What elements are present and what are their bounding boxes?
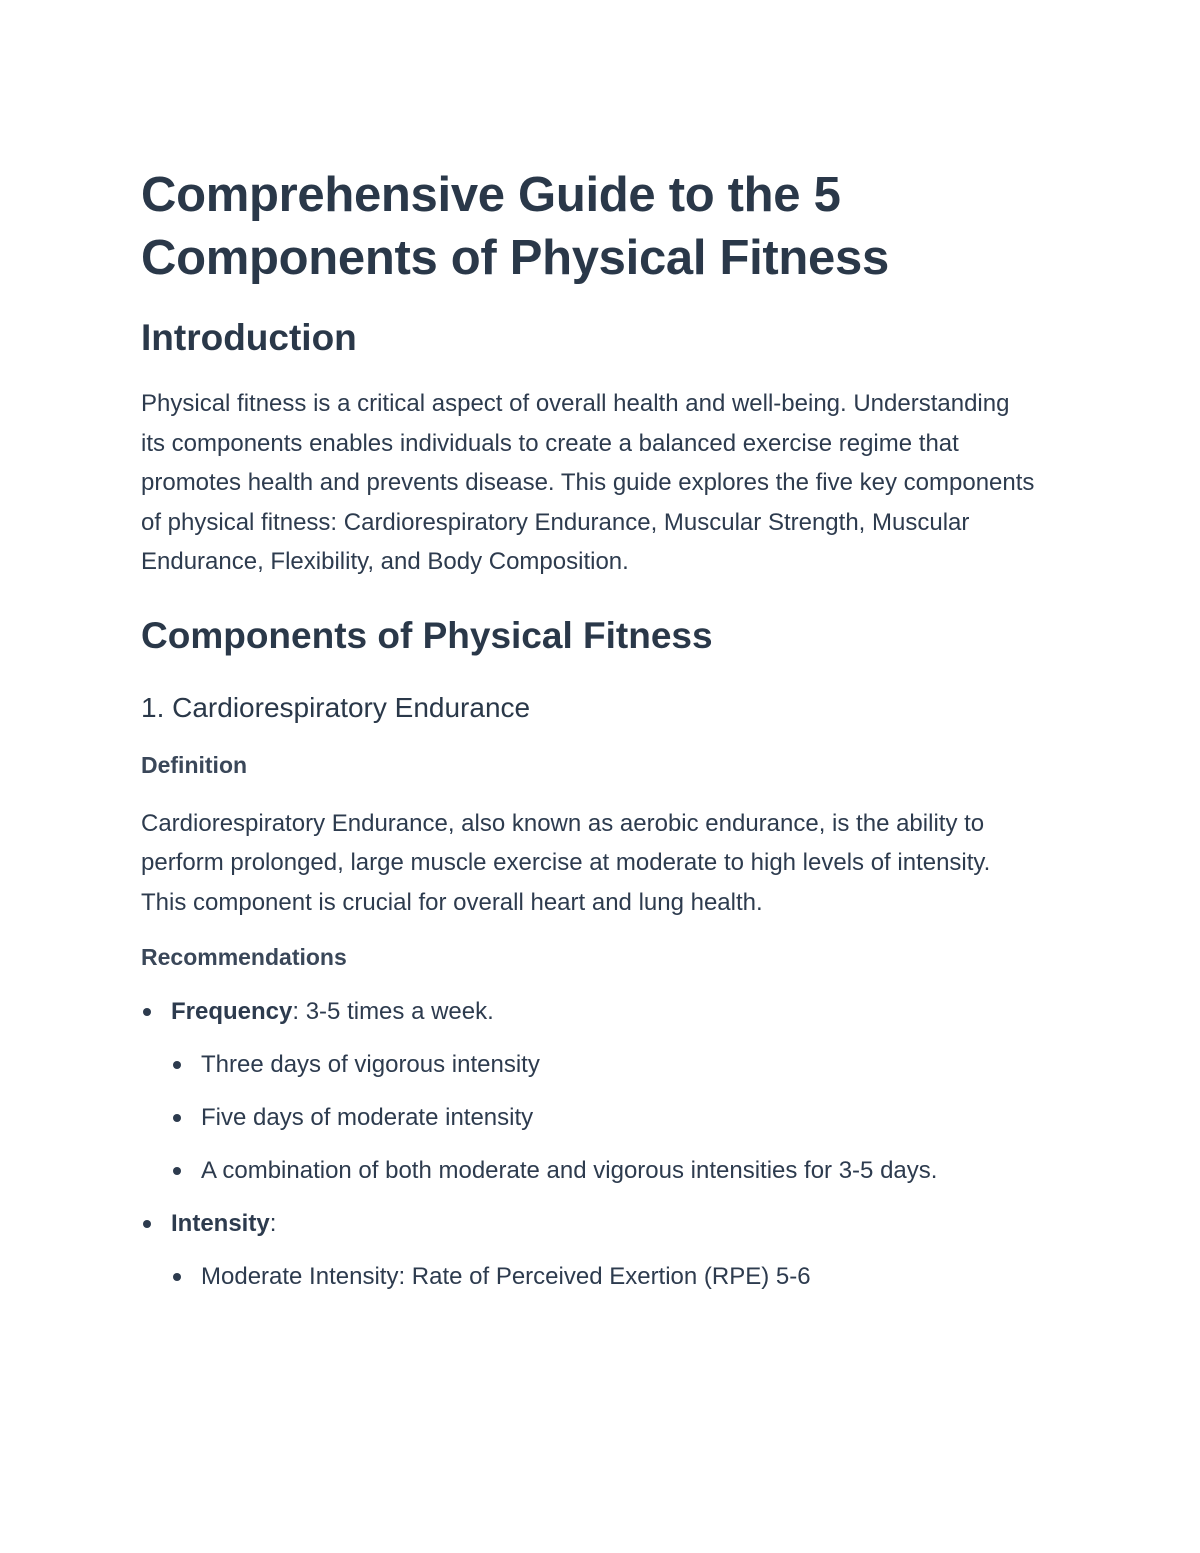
bullet-icon <box>143 1220 151 1228</box>
recommendations-list <box>141 992 1040 1297</box>
document-title <box>141 164 1040 290</box>
definition-label: Definition <box>141 751 248 778</box>
sublist-item-text: Three days of vigorous intensity <box>201 1051 540 1078</box>
list-item <box>171 1151 1040 1191</box>
introduction-paragraph: Physical fitness is a critical aspect of overall health and well-being. Understanding its components enables individuals to create a balanced exercise regime that promotes health and prevents disease. This guide explores the five key components of physical fitness: Cardiorespiratory Endurance, Muscular Strength, Muscular Endurance, Flexibility, and Body Composition. <box>141 390 1035 575</box>
sublist-item-text: A combination of both moderate and vigorous intensities for 3-5 days. <box>201 1157 938 1184</box>
title-line-1: Comprehensive Guide to the 5 <box>141 168 841 222</box>
introduction-heading: Introduction <box>141 317 357 358</box>
sublist-item-text: Five days of moderate intensity <box>201 1104 534 1131</box>
intensity-sublist <box>171 1257 1040 1297</box>
intensity-term: Intensity <box>171 1210 270 1237</box>
definition-paragraph: Cardiorespiratory Endurance, also known as aerobic endurance, is the ability to perform prolonged, large muscle exercise at moderate to high levels of intensity. This component is crucial for overall heart and lung health. <box>141 809 991 916</box>
bullet-icon <box>173 1273 181 1281</box>
bullet-icon <box>173 1114 181 1122</box>
intensity-text: : <box>269 1210 277 1237</box>
list-item <box>171 1045 1040 1085</box>
frequency-term: Frequency <box>171 998 293 1025</box>
components-heading: Components of Physical Fitness <box>141 614 713 656</box>
bullet-icon <box>173 1061 181 1069</box>
sublist-item-text: Moderate Intensity: Rate of Perceived Exertion (RPE) 5-6 <box>201 1263 811 1290</box>
list-item-frequency <box>141 992 1040 1191</box>
frequency-sublist <box>171 1045 1040 1191</box>
title-line-2: Components of Physical Fitness <box>141 231 889 285</box>
bullet-icon <box>173 1167 181 1175</box>
recommendations-label: Recommendations <box>141 944 347 970</box>
list-item <box>171 1098 1040 1138</box>
list-item <box>171 1257 1040 1297</box>
frequency-text: : 3-5 times a week. <box>292 998 494 1025</box>
component-1-title: 1. Cardiorespiratory Endurance <box>141 691 531 723</box>
list-item-intensity <box>141 1204 1040 1297</box>
bullet-icon <box>143 1008 151 1016</box>
